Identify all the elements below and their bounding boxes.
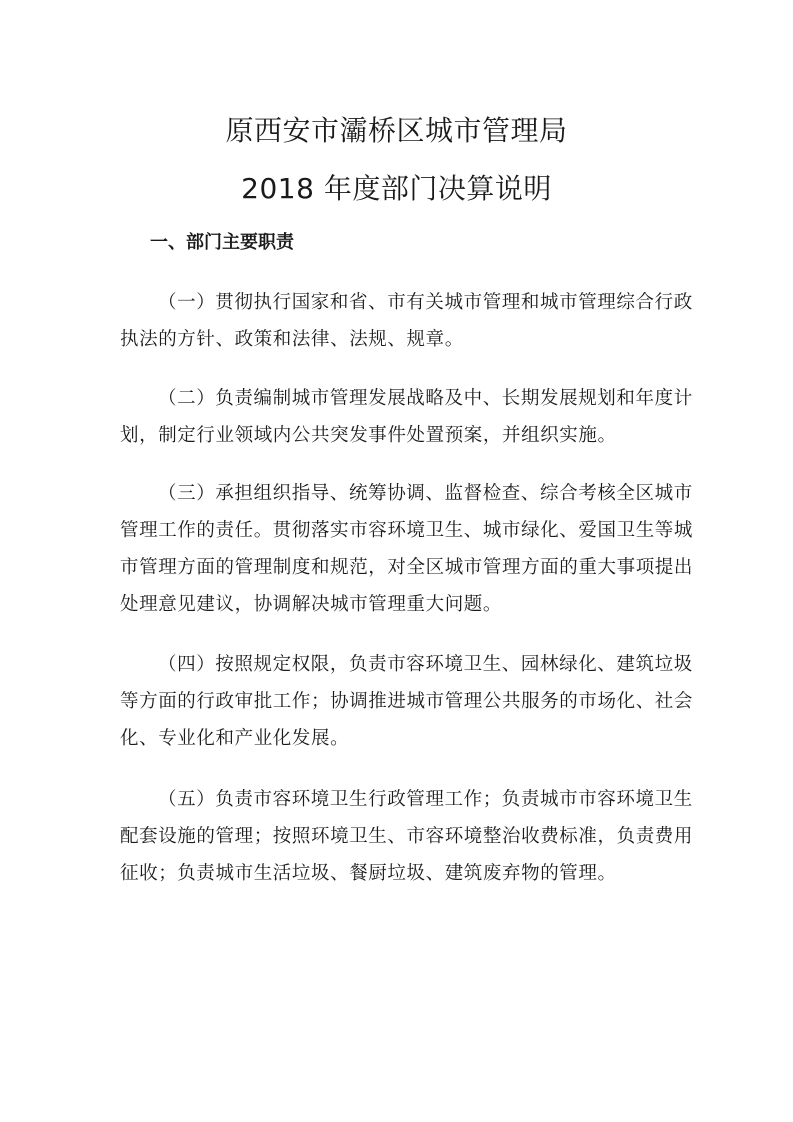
- paragraph-line: 执法的方针、政策和法律、法规、规章。: [120, 329, 464, 350]
- document-title-line2: 2018 年度部门决算说明: [241, 172, 552, 205]
- duty-paragraph-5: [120, 781, 694, 892]
- paragraph-line: 化、专业化和产业化发展。: [120, 728, 350, 749]
- paragraph-line: （二）负责编制城市管理发展战略及中、长期发展规划和年度计: [158, 388, 693, 409]
- document-title-line1: 原西安市灞桥区城市管理局: [225, 114, 568, 147]
- duty-paragraph-3: [120, 475, 694, 623]
- section-heading-main-duties: 一、部门主要职责: [150, 232, 294, 253]
- duty-paragraph-1: [120, 284, 693, 358]
- paragraph-line: 等方面的行政审批工作；协调推进城市管理公共服务的市场化、社会: [120, 691, 694, 712]
- paragraph-line: （三）承担组织指导、统筹协调、监督检查、综合考核全区城市: [158, 483, 693, 504]
- paragraph-line: （五）负责市容环境卫生行政管理工作；负责城市市容环境卫生: [158, 789, 693, 810]
- paragraph-line: 划，制定行业领域内公共突发事件处置预案，并组织实施。: [120, 425, 617, 446]
- paragraph-line: 市管理方面的管理制度和规范，对全区城市管理方面的重大事项提出: [120, 557, 694, 578]
- paragraph-line: （四）按照规定权限，负责市容环境卫生、园林绿化、建筑垃圾: [158, 654, 693, 675]
- duty-paragraph-2: [120, 380, 693, 454]
- paragraph-line: 配套设施的管理；按照环境卫生、市容环境整治收费标准，负责费用: [120, 826, 694, 847]
- paragraph-line: 征收；负责城市生活垃圾、餐厨垃圾、建筑废弃物的管理。: [120, 863, 617, 884]
- paragraph-line: 管理工作的责任。贯彻落实市容环境卫生、城市绿化、爱国卫生等城: [120, 520, 694, 541]
- paragraph-line: （一）贯彻执行国家和省、市有关城市管理和城市管理综合行政: [158, 292, 693, 313]
- duty-paragraph-4: [120, 646, 694, 757]
- paragraph-line: 处理意见建议，协调解决城市管理重大问题。: [120, 594, 503, 615]
